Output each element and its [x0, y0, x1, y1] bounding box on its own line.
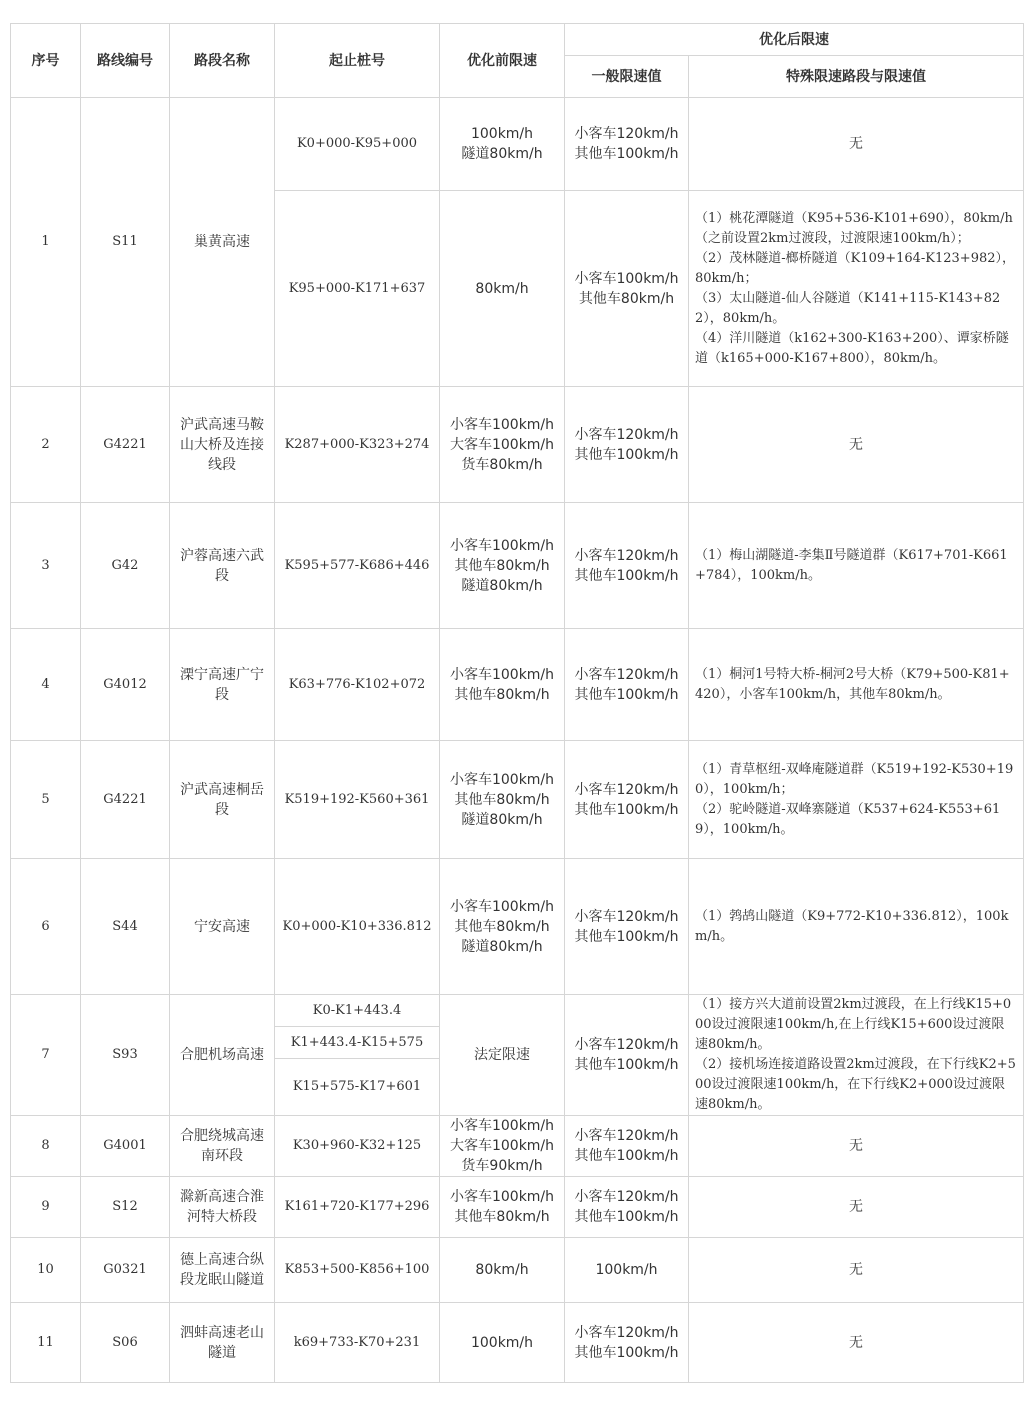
- general-line: 小客车100km/h: [574, 270, 679, 287]
- before-cell: [440, 98, 565, 191]
- before-line: 80km/h: [475, 1262, 529, 1278]
- general-line: 其他车80km/h: [578, 290, 675, 307]
- header-row-1: [11, 24, 1024, 56]
- general-line: 小客车120km/h: [574, 1324, 679, 1341]
- special-cell: 无: [689, 98, 1024, 191]
- station-cell: K63+776-K102+072: [275, 629, 440, 741]
- table-row: [11, 859, 1024, 995]
- table-row: [11, 98, 1024, 191]
- header-route-no: 路线编号: [81, 24, 170, 98]
- before-line: 其他车80km/h: [454, 918, 550, 935]
- general-line: 其他车100km/h: [574, 1057, 679, 1073]
- general-line: 其他车100km/h: [574, 1209, 679, 1225]
- general-cell: [565, 1177, 689, 1238]
- before-cell: [440, 1177, 565, 1238]
- header-seq: 序号: [11, 24, 81, 98]
- road-name-cell: 巢黄高速: [170, 98, 275, 387]
- header-road-name: 路段名称: [170, 24, 275, 98]
- route-cell: G42: [81, 503, 170, 629]
- special-cell: 无: [689, 1116, 1024, 1177]
- general-line: 其他车100km/h: [574, 1344, 679, 1361]
- special-line: （1）桐河1号特大桥-桐河2号大桥（K79+500-K81+420），小客车100km/h，其他车80km/h。: [695, 666, 1010, 702]
- road-name-cell: 沪武高速桐岳段: [170, 741, 275, 859]
- seq-cell: 2: [11, 387, 81, 503]
- before-line: 货车80km/h: [461, 456, 543, 473]
- before-line: 隧道80km/h: [461, 577, 543, 594]
- before-line: 100km/h: [470, 126, 534, 142]
- before-cell: [440, 191, 565, 387]
- before-cell: [440, 1116, 565, 1177]
- before-line: 大客车100km/h: [449, 1138, 555, 1154]
- before-line: 小客车100km/h: [449, 1189, 555, 1205]
- road-name-cell: 德上高速合纵段龙眠山隧道: [170, 1238, 275, 1303]
- general-cell: [565, 387, 689, 503]
- station-cell: K30+960-K32+125: [275, 1116, 440, 1177]
- general-line: 小客车120km/h: [574, 908, 679, 925]
- before-line: 80km/h: [475, 280, 529, 297]
- before-line: 100km/h: [470, 1334, 534, 1351]
- before-cell: [440, 1238, 565, 1303]
- general-line: 100km/h: [595, 1262, 658, 1278]
- route-cell: G4221: [81, 741, 170, 859]
- general-line: 其他车100km/h: [574, 801, 679, 818]
- general-cell: [565, 859, 689, 995]
- special-line: （1）桃花潭隧道（K95+536-K101+690），80km/h（之前设置2km过渡段，过渡限速100km/h）；: [695, 210, 1013, 246]
- before-cell: 法定限速: [440, 995, 565, 1116]
- seq-cell: 6: [11, 859, 81, 995]
- special-line: （1）青草枢纽-双峰庵隧道群（K519+192-K530+190），100km/h；: [695, 761, 1014, 797]
- station-cell: K287+000-K323+274: [275, 387, 440, 503]
- special-line: （2）茂林隧道-榔桥隧道（K109+164-K123+982），80km/h；: [695, 250, 1016, 286]
- special-line: （1）接方兴大道前设置2km过渡段，在上行线K15+000设过渡限速100km/h,在上行线K15+600设过渡限速80km/h。: [695, 997, 1012, 1052]
- route-cell: G4001: [81, 1116, 170, 1177]
- special-line: （2）驼岭隧道-双峰寨隧道（K537+624-K553+619），100km/h。: [695, 801, 1001, 837]
- special-line: （1）梅山湖隧道-李集Ⅱ号隧道群（K617+701-K661+784），100km/h。: [695, 547, 1008, 583]
- special-cell: [689, 191, 1024, 387]
- table-row: [11, 629, 1024, 741]
- before-cell: [440, 503, 565, 629]
- road-name-cell: 溧宁高速广宁段: [170, 629, 275, 741]
- before-cell: [440, 859, 565, 995]
- header-after: 优化后限速: [565, 24, 1024, 56]
- table-row: [11, 503, 1024, 629]
- road-name-cell: 泗蚌高速老山隧道: [170, 1303, 275, 1383]
- route-cell: S44: [81, 859, 170, 995]
- general-cell: [565, 995, 689, 1116]
- seq-cell: 10: [11, 1238, 81, 1303]
- general-cell: [565, 98, 689, 191]
- station-cell: K853+500-K856+100: [275, 1238, 440, 1303]
- station-cell: K595+577-K686+446: [275, 503, 440, 629]
- before-line: 其他车80km/h: [454, 557, 550, 574]
- before-line: 货车90km/h: [461, 1158, 543, 1174]
- general-cell: [565, 629, 689, 741]
- general-cell: [565, 191, 689, 387]
- road-name-cell: 沪蓉高速六武段: [170, 503, 275, 629]
- general-line: 小客车120km/h: [574, 547, 679, 564]
- seq-cell: 11: [11, 1303, 81, 1383]
- general-line: 小客车120km/h: [574, 1128, 679, 1144]
- route-cell: S06: [81, 1303, 170, 1383]
- seq-cell: 7: [11, 995, 81, 1116]
- station-cell: K95+000-K171+637: [275, 191, 440, 387]
- special-line: （3）太山隧道-仙人谷隧道（K141+115-K143+822），80km/h。: [695, 290, 1001, 326]
- road-name-cell: 沪武高速马鞍山大桥及连接线段: [170, 387, 275, 503]
- general-line: 其他车100km/h: [574, 1148, 679, 1164]
- before-cell: [440, 629, 565, 741]
- seq-cell: 4: [11, 629, 81, 741]
- special-cell: 无: [689, 1177, 1024, 1238]
- road-name-cell: 滁新高速合淮河特大桥段: [170, 1177, 275, 1238]
- before-line: 隧道80km/h: [461, 146, 543, 162]
- before-cell: [440, 1303, 565, 1383]
- before-line: 小客车100km/h: [449, 771, 555, 788]
- table-row: [11, 1177, 1024, 1238]
- general-cell: [565, 1238, 689, 1303]
- station-cell: K161+720-K177+296: [275, 1177, 440, 1238]
- general-cell: [565, 741, 689, 859]
- route-cell: S11: [81, 98, 170, 387]
- station-cell: K519+192-K560+361: [275, 741, 440, 859]
- general-line: 其他车100km/h: [574, 686, 679, 703]
- before-line: 小客车100km/h: [449, 1118, 555, 1134]
- speed-limit-table: [10, 23, 1024, 1383]
- special-cell: 无: [689, 387, 1024, 503]
- route-cell: S12: [81, 1177, 170, 1238]
- general-line: 小客车120km/h: [574, 781, 679, 798]
- general-line: 小客车120km/h: [574, 1037, 679, 1053]
- before-line: 隧道80km/h: [461, 938, 543, 955]
- seq-cell: 9: [11, 1177, 81, 1238]
- general-line: 小客车120km/h: [574, 1189, 679, 1205]
- road-name-cell: 合肥机场高速: [170, 995, 275, 1116]
- general-line: 其他车100km/h: [574, 928, 679, 945]
- header-station: 起止桩号: [275, 24, 440, 98]
- before-line: 其他车80km/h: [454, 686, 550, 703]
- before-line: 小客车100km/h: [449, 416, 555, 433]
- before-line: 隧道80km/h: [461, 811, 543, 828]
- before-line: 大客车100km/h: [449, 436, 555, 453]
- before-line: 其他车80km/h: [454, 791, 550, 808]
- general-cell: [565, 503, 689, 629]
- general-line: 其他车100km/h: [574, 567, 679, 584]
- table-row: [11, 995, 1024, 1027]
- seq-cell: 3: [11, 503, 81, 629]
- general-line: 小客车120km/h: [574, 666, 679, 683]
- general-line: 其他车100km/h: [574, 146, 679, 162]
- before-line: 小客车100km/h: [449, 898, 555, 915]
- general-line: 小客车120km/h: [574, 426, 679, 443]
- general-cell: [565, 1116, 689, 1177]
- general-line: 小客车120km/h: [574, 126, 679, 142]
- route-cell: G4012: [81, 629, 170, 741]
- special-cell: [689, 995, 1024, 1116]
- general-cell: [565, 1303, 689, 1383]
- table-row: [11, 1116, 1024, 1177]
- header-special: 特殊限速路段与限速值: [689, 56, 1024, 98]
- table-row: [11, 387, 1024, 503]
- before-cell: [440, 387, 565, 503]
- seq-cell: 5: [11, 741, 81, 859]
- seq-cell: 1: [11, 98, 81, 387]
- special-cell: [689, 503, 1024, 629]
- before-line: 小客车100km/h: [449, 666, 555, 683]
- station-cell: K1+443.4-K15+575: [275, 1027, 440, 1059]
- before-line: 小客车100km/h: [449, 537, 555, 554]
- special-line: （1）鹁鸪山隧道（K9+772-K10+336.812），100km/h。: [695, 908, 1009, 944]
- station-cell: K0+000-K95+000: [275, 98, 440, 191]
- before-line: 其他车80km/h: [454, 1209, 550, 1225]
- station-cell: K15+575-K17+601: [275, 1059, 440, 1116]
- road-name-cell: 合肥绕城高速南环段: [170, 1116, 275, 1177]
- station-cell: K0-K1+443.4: [275, 995, 440, 1027]
- special-cell: [689, 741, 1024, 859]
- special-cell: 无: [689, 1238, 1024, 1303]
- special-line: （4）洋川隧道（k162+300-K163+200）、谭家桥隧道（k165+000-K167+800），80km/h。: [695, 330, 1009, 366]
- table-row: [11, 1303, 1024, 1383]
- special-cell: [689, 859, 1024, 995]
- table-row: [11, 1238, 1024, 1303]
- seq-cell: 8: [11, 1116, 81, 1177]
- special-line: （2）接机场连接道路设置2km过渡段，在下行线K2+500设过渡限速100km/h，在下行线K2+000设过渡限速80km/h。: [695, 1057, 1016, 1112]
- special-cell: 无: [689, 1303, 1024, 1383]
- general-line: 其他车100km/h: [574, 446, 679, 463]
- road-name-cell: 宁安高速: [170, 859, 275, 995]
- special-cell: [689, 629, 1024, 741]
- before-cell: [440, 741, 565, 859]
- station-cell: k69+733-K70+231: [275, 1303, 440, 1383]
- header-before: 优化前限速: [440, 24, 565, 98]
- header-general: 一般限速值: [565, 56, 689, 98]
- route-cell: G0321: [81, 1238, 170, 1303]
- station-cell: K0+000-K10+336.812: [275, 859, 440, 995]
- table-row: [11, 741, 1024, 859]
- route-cell: S93: [81, 995, 170, 1116]
- route-cell: G4221: [81, 387, 170, 503]
